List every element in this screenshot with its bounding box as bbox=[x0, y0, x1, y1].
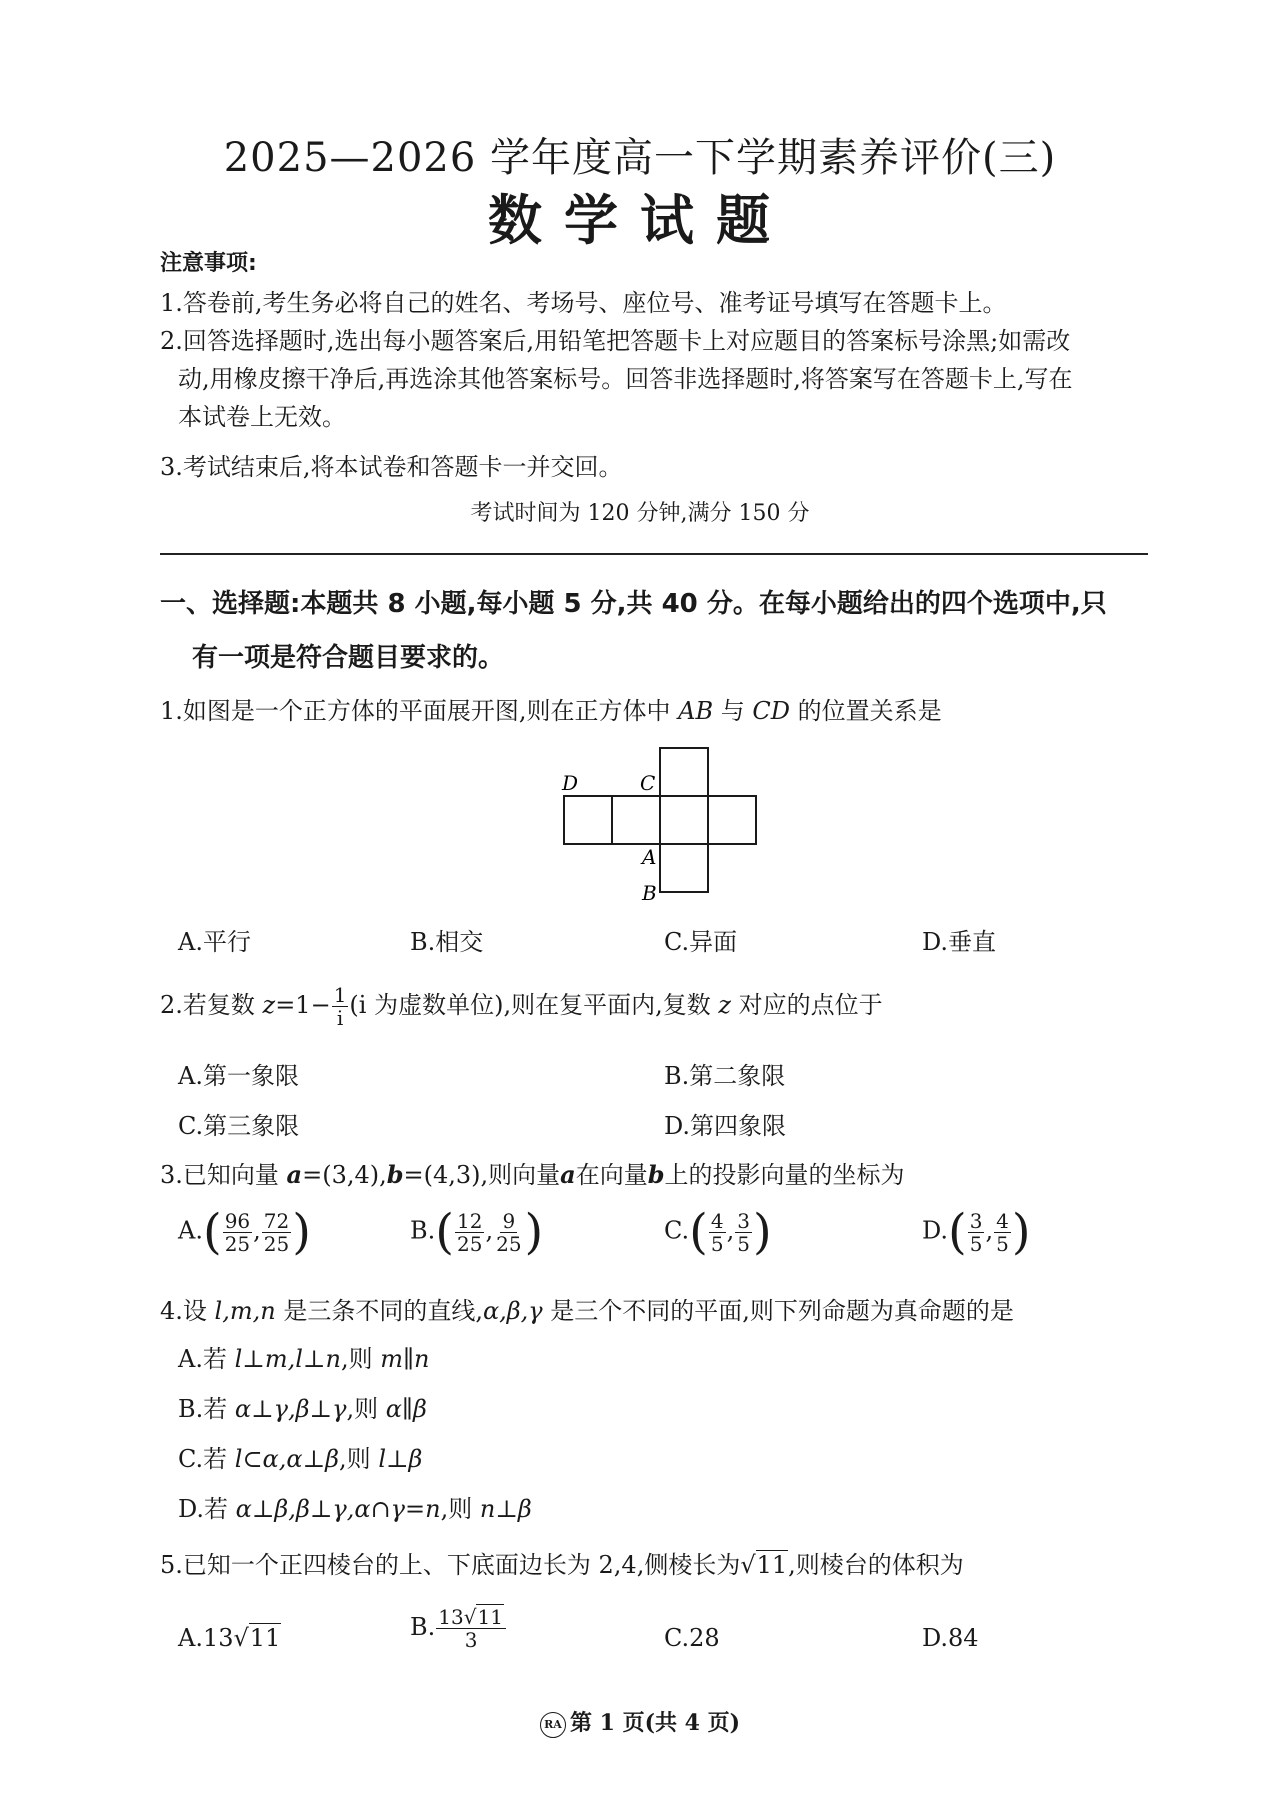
subject-title: 数学试题 bbox=[488, 189, 792, 252]
question-4-stem: 4.设 l,m,n 是三条不同的直线,α,β,γ 是三个不同的平面,则下列命题为真命题的是 bbox=[160, 1297, 1014, 1325]
net-square-3 bbox=[660, 796, 708, 844]
net-square-4 bbox=[708, 796, 756, 844]
q3-option-a: A.( $\frac{96}{25}$ , $\frac{72}{25}$ ) bbox=[178, 1204, 311, 1260]
ra-circle-mark: RA bbox=[540, 1712, 566, 1738]
page-footer bbox=[0, 1706, 1280, 1738]
q2-option-b: B.第二象限 bbox=[664, 1062, 786, 1090]
cube-net-figure bbox=[540, 740, 780, 940]
q5-option-b: B. $\frac{13√11}{3}$ bbox=[410, 1606, 507, 1651]
q4-option-a: A.若 l⊥m,l⊥n,则 m∥n bbox=[178, 1345, 430, 1373]
net-square-bottom bbox=[660, 844, 708, 892]
net-square-top bbox=[660, 748, 708, 796]
q1-option-c: C.异面 bbox=[664, 928, 738, 956]
page-number: 第 1 页(共 4 页) bbox=[569, 1710, 741, 1736]
section-1-heading-line-1: 一、选择题:本题共 8 小题,每小题 5 分,共 40 分。在每小题给出的四个选项中,只 bbox=[160, 589, 1107, 619]
net-square-1 bbox=[564, 796, 612, 844]
q1-option-a: A.平行 bbox=[178, 928, 251, 956]
q1-option-d: D.垂直 bbox=[922, 928, 997, 956]
q2-fraction: $\frac{1}{i}$ bbox=[333, 983, 347, 1030]
net-square-2 bbox=[612, 796, 660, 844]
q2-option-c: C.第三象限 bbox=[178, 1112, 300, 1140]
notice-heading: 注意事项: bbox=[160, 251, 257, 276]
q1-option-b: B.相交 bbox=[410, 928, 484, 956]
divider-line bbox=[160, 553, 1148, 555]
question-2-stem: 2.若复数 z=1− $\frac{1}{i}$ (i 为虚数单位),则在复平面内,复数 z 对应的点位于 bbox=[160, 983, 883, 1030]
q4-option-d: D.若 α⊥β,β⊥γ,α∩γ=n,则 n⊥β bbox=[178, 1495, 532, 1523]
question-3-stem: 3.已知向量 a=(3,4),b=(4,3),则向量a在向量b上的投影向量的坐标为 bbox=[160, 1160, 905, 1189]
q2-option-a: A.第一象限 bbox=[178, 1062, 299, 1090]
q5-option-a: A.13√11 bbox=[178, 1624, 281, 1652]
label-c: C bbox=[640, 771, 656, 795]
notice-item-1: 1.答卷前,考生务必将自己的姓名、考场号、座位号、准考证号填写在答题卡上。 bbox=[160, 289, 1007, 317]
section-1-heading-line-2: 有一项是符合题目要求的。 bbox=[192, 643, 505, 673]
q4-option-c: C.若 l⊂α,α⊥β,则 l⊥β bbox=[178, 1445, 423, 1473]
q2-option-d: D.第四象限 bbox=[664, 1112, 787, 1140]
q5-option-d: D.84 bbox=[922, 1624, 979, 1652]
notice-item-2-line-3: 本试卷上无效。 bbox=[178, 403, 346, 431]
q3-option-b: B.( $\frac{12}{25}$ , $\frac{9}{25}$ ) bbox=[410, 1204, 544, 1260]
exam-time-info: 考试时间为 120 分钟,满分 150 分 bbox=[470, 501, 810, 526]
question-5-stem: 5.已知一个正四棱台的上、下底面边长为 2,4,侧棱长为√11,则棱台的体积为 bbox=[160, 1551, 964, 1579]
q4-option-b: B.若 α⊥γ,β⊥γ,则 α∥β bbox=[178, 1395, 427, 1423]
exam-title: 2025—2026 学年度高一下学期素养评价(三) bbox=[223, 135, 1057, 181]
q3-option-c: C.( $\frac{4}{5}$ , $\frac{3}{5}$ ) bbox=[664, 1204, 772, 1260]
notice-item-3: 3.考试结束后,将本试卷和答题卡一并交回。 bbox=[160, 453, 623, 481]
q3-option-d: D.( $\frac{3}{5}$ , $\frac{4}{5}$ ) bbox=[922, 1204, 1031, 1260]
label-b: B bbox=[642, 881, 657, 905]
q5-option-c: C.28 bbox=[664, 1624, 720, 1652]
label-d: D bbox=[562, 771, 579, 795]
question-1-stem: 1.如图是一个正方体的平面展开图,则在正方体中 AB 与 CD 的位置关系是 bbox=[160, 697, 942, 725]
notice-item-2-line-1: 2.回答选择题时,选出每小题答案后,用铅笔把答题卡上对应题目的答案标号涂黑;如需改 bbox=[160, 327, 1071, 355]
notice-item-2-line-2: 动,用橡皮擦干净后,再选涂其他答案标号。回答非选择题时,将答案写在答题卡上,写在 bbox=[178, 365, 1073, 393]
label-a: A bbox=[642, 845, 657, 869]
